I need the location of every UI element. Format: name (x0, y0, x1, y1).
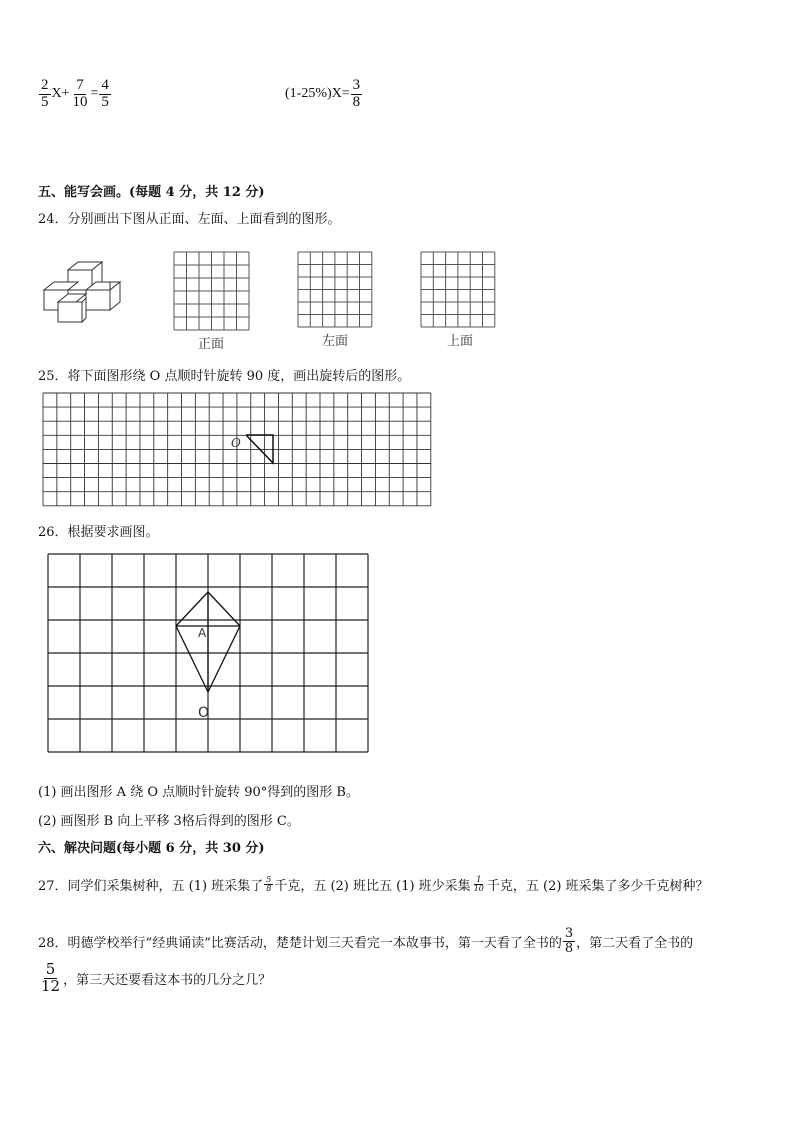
rotation-grid (43, 393, 431, 508)
fraction: $\frac{5}{8}$ (266, 874, 272, 893)
top-view-label: 上面 (447, 334, 474, 349)
question-28-line-1: 28．明德学校举行“经典诵读”比赛活动，楚楚计划三天看完一本故事书，第一天看了全书的 $\frac{3}{8}$ ，第二天看了全书的 (38, 926, 694, 956)
question-26: 26．根据要求画图。 (38, 525, 159, 540)
section-5-title: 五、能写会画。(每题 4 分，共 12 分) (38, 185, 265, 200)
question-25: 25．将下面图形绕 O 点顺时针旋转 90 度，画出旋转后的图形。 (38, 369, 411, 384)
fraction: $\frac{3}{8}$ (564, 926, 574, 956)
fraction: $\frac{3}{8}$ (352, 77, 361, 110)
point-o-label: O (198, 705, 210, 721)
grid-lines (298, 252, 372, 327)
kite-shape-a (176, 592, 240, 692)
point-o-label: O (231, 436, 241, 450)
equation-1: $\frac{2}{5}$ X+ $\frac{7}{10}$ = $\frac{4}{5}$ (41, 77, 109, 110)
fraction: $\frac{5}{12}$ (41, 960, 61, 995)
left-view-label: 左面 (322, 334, 349, 349)
grid-lines (421, 252, 495, 327)
fraction: $\frac{2}{5}$ (41, 77, 49, 110)
left-view-grid (298, 252, 374, 328)
question-26-part-1: (1) 画出图形 A 绕 O 点顺时针旋转 90°得到的图形 B。 (38, 785, 359, 800)
shape-a-label: A (198, 626, 207, 640)
question-26-part-2: (2) 画图形 B 向上平移 3格后得到的图形 C。 (38, 814, 300, 829)
question-27: 27．同学们采集树种，五 (1) 班采集了 $\frac{5}{8}$ 千克，五 (2) 班比五 (1) 班少采集 $\frac{1}{10}$ 千克，五 (2) 班采集了多少千克树种？ (38, 874, 709, 894)
question-28-line-2: $\frac{5}{12}$ ，第三天还要看这本书的几分之几？ (41, 960, 272, 995)
grid-lines (174, 252, 249, 330)
equation-2: (1-25%)X= $\frac{3}{8}$ (285, 77, 361, 110)
fraction: $\frac{1}{10}$ (473, 874, 484, 893)
top-view-grid (421, 252, 497, 328)
front-view-grid (174, 252, 252, 332)
fraction: $\frac{4}{5}$ (101, 77, 109, 110)
front-view-label: 正面 (198, 337, 225, 352)
fraction: $\frac{7}{10}$ (72, 77, 88, 110)
kite-grid (48, 554, 368, 754)
question-24: 24．分别画出下图从正面、左面、上面看到的图形。 (38, 212, 341, 227)
cube-stack-figure (40, 258, 125, 326)
section-6-title: 六、解决问题(每小题 6 分，共 30 分) (38, 841, 265, 856)
